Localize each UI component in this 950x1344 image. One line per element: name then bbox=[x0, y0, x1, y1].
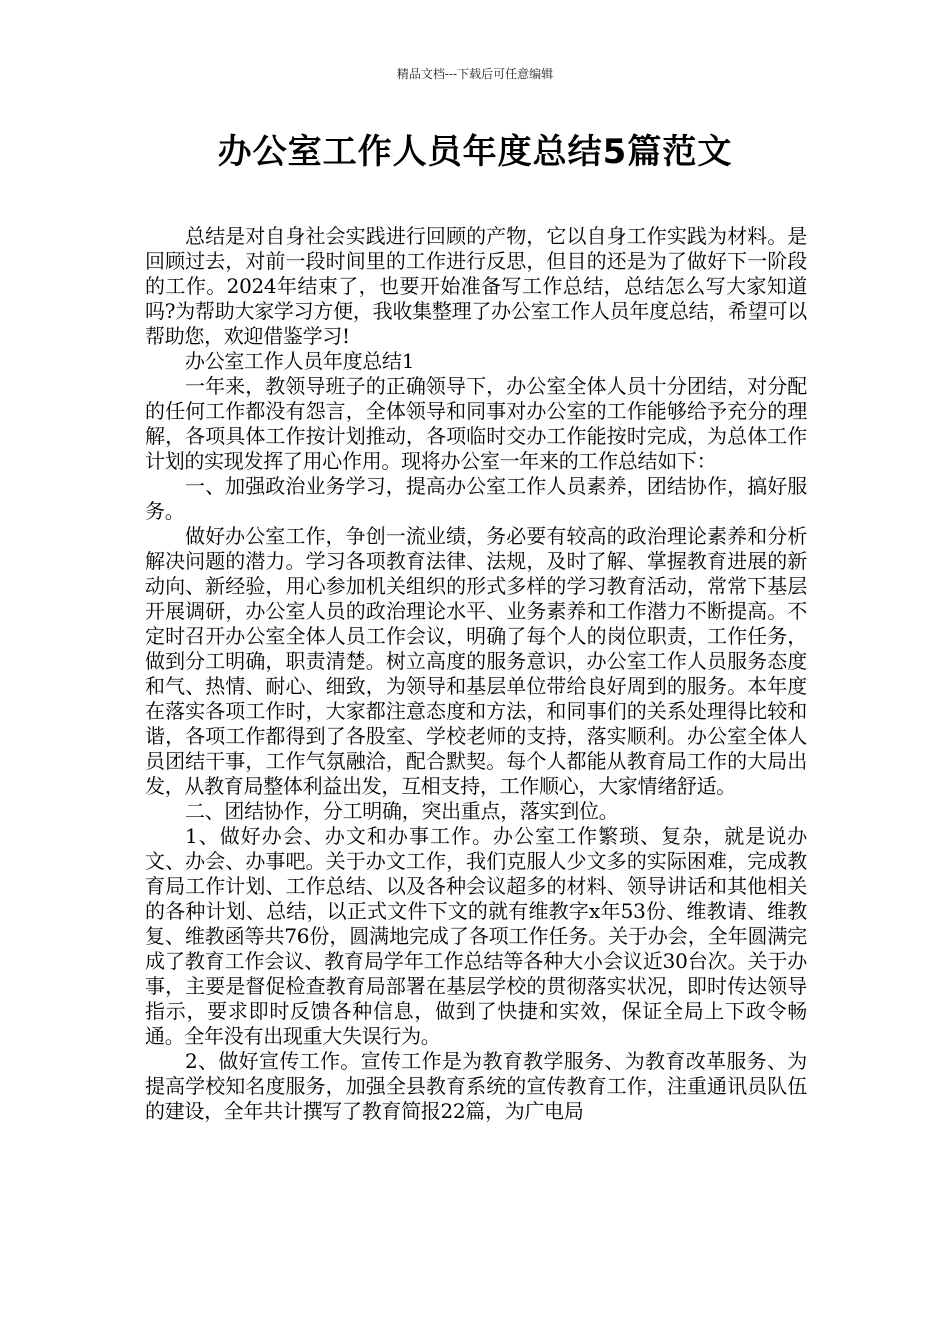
body-paragraph: 2、做好宣传工作。宣传工作是为教育教学服务、为教育改革服务、为提高学校知名度服务，加强全县教育系统的宣传教育工作，注重通讯员队伍的建设，全年共计撰写了教育简报22篇，为广电局 bbox=[145, 1049, 807, 1123]
page-header-note: 精品文档---下载后可任意编辑 bbox=[396, 67, 554, 81]
document-title: 办公室工作人员年度总结5篇范文 bbox=[217, 132, 733, 172]
intro-paragraph: 总结是对自身社会实践进行回顾的产物，它以自身工作实践为材料。是回顾过去，对前一段时间里的工作进行反思，但目的还是为了做好下一阶段的工作。2024年结束了，也要开始准备写工作总结，总结怎么写大家知道吗?为帮助大家学习方便，我收集整理了办公室工作人员年度总结，希望可以帮助您，欢迎借鉴学习! bbox=[145, 224, 807, 348]
body-paragraph: 1、做好办会、办文和办事工作。办公室工作繁琐、复杂，就是说办文、办会、办事吧。关于办文工作，我们克服人少文多的实际困难，完成教育局工作计划、工作总结、以及各种会议超多的材料、领导讲话和其他相关的各种计划、总结，以正式文件下文的就有维教字x年53份、维教请、维教复、维教函等共76份，圆满地完成了各项工作任务。关于办会，全年圆满完成了教育工作会议、教育局学年工作总结等各种大小会议近30台次。关于办事，主要是督促检查教育局部署在基层学校的贯彻落实状况，即时传达领导指示，要求即时反馈各种信息，做到了快捷和实效，保证全局上下政令畅通。全年没有出现重大失误行为。 bbox=[145, 824, 807, 1048]
section-heading: 办公室工作人员年度总结1 bbox=[185, 349, 415, 373]
body-paragraph: 一年来，教领导班子的正确领导下，办公室全体人员十分团结，对分配的任何工作都没有怨言，全体领导和同事对办公室的工作能够给予充分的理解，各项具体工作按计划推动，各项临时交办工作能按时完成，为总体工作计划的实现发挥了用心作用。现将办公室一年来的工作总结如下： bbox=[145, 374, 807, 473]
document-body bbox=[145, 224, 807, 1124]
body-paragraph: 做好办公室工作，争创一流业绩，务必要有较高的政治理论素养和分析解决问题的潜力。学习各项教育法律、法规，及时了解、掌握教育进展的新动向、新经验，用心参加机关组织的形式多样的学习教育活动，常常下基层开展调研，办公室人员的政治理论水平、业务素养和工作潜力不断提高。不定时召开办公室全体人员工作会议，明确了每个人的岗位职责，工作任务，做到分工明确，职责清楚。树立高度的服务意识，办公室工作人员服务态度和气、热情、耐心、细致，为领导和基层单位带给良好周到的服务。本年度在落实各项工作时，大家都注意态度和方法，和同事们的关系处理得比较和谐，各项工作都得到了各股室、学校老师的支持，落实顺利。办公室全体人员团结干事，工作气氛融洽，配合默契。每个人都能从教育局工作的大局出发，从教育局整体利益出发，互相支持，工作顺心，大家情绪舒适。 bbox=[145, 524, 807, 798]
subsection-heading: 二、团结协作，分工明确，突出重点，落实到位。 bbox=[185, 799, 619, 823]
subsection-heading: 一、加强政治业务学习，提高办公室工作人员素养，团结协作，搞好服务。 bbox=[145, 474, 807, 523]
